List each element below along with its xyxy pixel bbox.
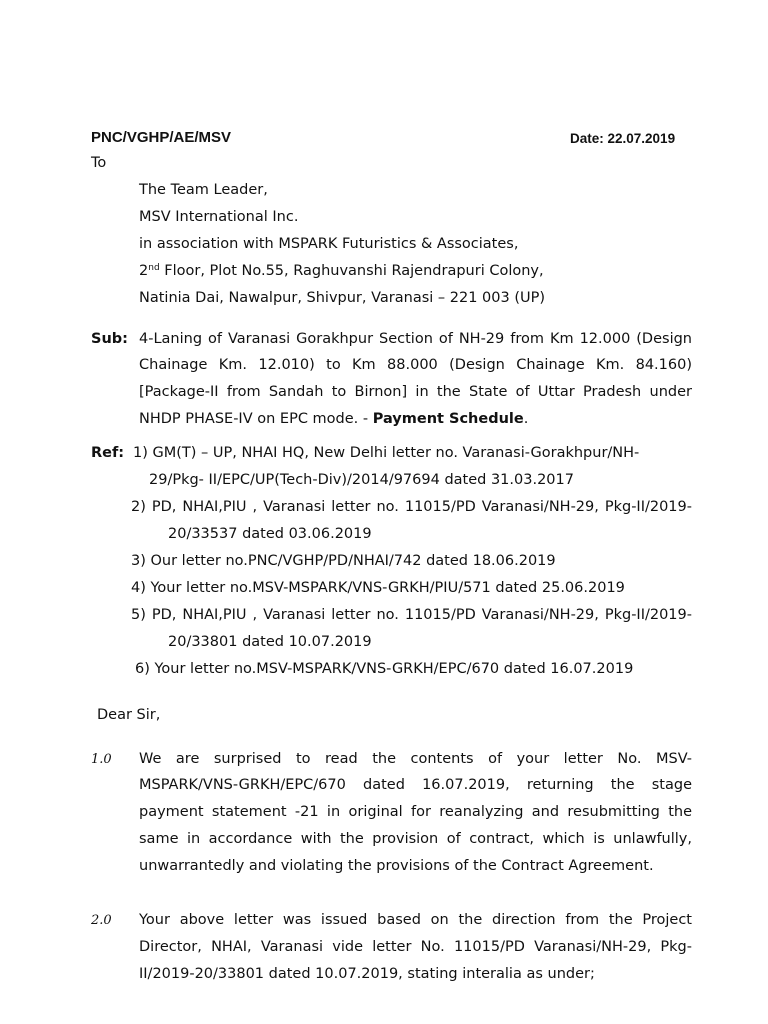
- paragraph-1-number: 1.0: [91, 752, 112, 767]
- subject-emphasis: Payment Schedule: [372, 411, 524, 427]
- reference-number: PNC/VGHP/AE/MSV: [91, 129, 232, 146]
- reference-6: 6) Your letter no.MSV-MSPARK/VNS-GRKH/EPC/670 dated 16.07.2019: [135, 661, 634, 677]
- reference-4: 4) Your letter no.MSV-MSPARK/VNS-GRKH/PIU/571 dated 25.06.2019: [131, 580, 625, 596]
- paragraph-1-line-5: unwarrantedly and violating the provisions of the Contract Agreement.: [139, 858, 654, 874]
- paragraph-2-number: 2.0: [91, 913, 112, 928]
- subject-label: Sub:: [91, 331, 128, 347]
- address-line-1: The Team Leader,: [139, 182, 268, 198]
- paragraph-2-line-3: II/2019-20/33801 dated 10.07.2019, stating interalia as under;: [139, 966, 595, 982]
- reference-5-line-1: 5) PD, NHAI,PIU , Varanasi letter no. 11015/PD Varanasi/NH-29, Pkg-II/2019-: [131, 607, 692, 623]
- salutation: Dear Sir,: [97, 707, 161, 723]
- reference-2-line-1: 2) PD, NHAI,PIU , Varanasi letter no. 11015/PD Varanasi/NH-29, Pkg-II/2019-: [131, 499, 692, 515]
- address-line-2: MSV International Inc.: [139, 209, 299, 225]
- paragraph-1-line-2: MSPARK/VNS-GRKH/EPC/670 dated 16.07.2019, returning the stage: [139, 777, 692, 793]
- subject-line-4-end: .: [523, 411, 529, 427]
- reference-1-line-1: 1) GM(T) – UP, NHAI HQ, New Delhi letter no. Varanasi-Gorakhpur/NH-: [133, 445, 640, 461]
- paragraph-1-line-4: same in accordance with the provision of contract, which is unlawfully,: [139, 831, 692, 847]
- floor-ordinal-suffix: nd: [148, 263, 160, 273]
- reference-2-line-2: 20/33537 dated 03.06.2019: [168, 526, 372, 542]
- letter-date: Date: 22.07.2019: [570, 131, 676, 146]
- floor-number: 2: [139, 263, 149, 279]
- paragraph-2-line-1: Your above letter was issued based on the direction from the Project: [139, 912, 692, 928]
- reference-3: 3) Our letter no.PNC/VGHP/PD/NHAI/742 dated 18.06.2019: [131, 553, 556, 569]
- reference-label: Ref:: [91, 445, 125, 461]
- subject-line-3: [Package-II from Sandah to Birnon] in the State of Uttar Pradesh under: [139, 384, 692, 400]
- paragraph-1-line-1: We are surprised to read the contents of your letter No. MSV-: [139, 751, 692, 767]
- paragraph-1-line-3: payment statement -21 in original for reanalyzing and resubmitting the: [139, 804, 692, 820]
- reference-5-line-2: 20/33801 dated 10.07.2019: [168, 634, 372, 650]
- to-label: To: [91, 155, 107, 171]
- address-line-3: in association with MSPARK Futuristics & Associates,: [139, 236, 519, 252]
- address-line-5: Natinia Dai, Nawalpur, Shivpur, Varanasi – 221 003 (UP): [139, 290, 546, 306]
- subject-line-4: [139, 411, 528, 427]
- reference-1-line-2: 29/Pkg- II/EPC/UP(Tech-Div)/2014/97694 dated 31.03.2017: [149, 472, 574, 488]
- subject-line-2: Chainage Km. 12.010) to Km 88.000 (Design Chainage Km. 84.160): [139, 357, 692, 373]
- paragraph-2-line-2: Director, NHAI, Varanasi vide letter No. 11015/PD Varanasi/NH-29, Pkg-: [139, 939, 692, 955]
- floor-address-text: Floor, Plot No.55, Raghuvanshi Rajendrapuri Colony,: [159, 263, 544, 279]
- subject-line-1: 4-Laning of Varanasi Gorakhpur Section of NH-29 from Km 12.000 (Design: [139, 331, 692, 347]
- subject-line-4-text: NHDP PHASE-IV on EPC mode. -: [139, 411, 373, 427]
- address-line-4: [139, 263, 544, 279]
